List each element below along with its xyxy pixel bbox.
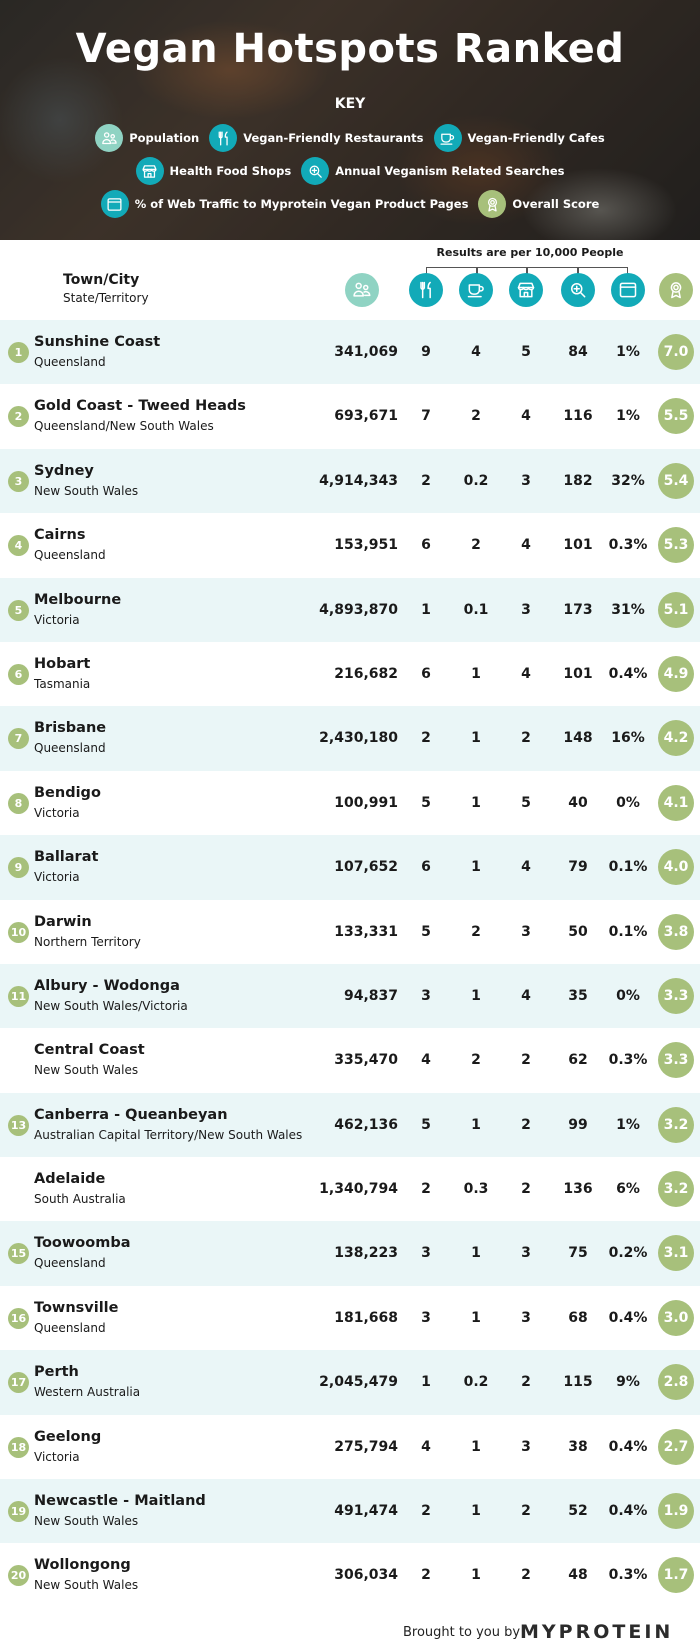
- cafes-value: 2: [471, 537, 481, 554]
- population-value: 94,837: [343, 987, 398, 1004]
- state-name: New South Wales: [34, 483, 139, 498]
- web-traffic-value: 32%: [611, 472, 645, 489]
- population-value: 1,340,794: [319, 1181, 398, 1198]
- searches-value: 101: [563, 537, 593, 554]
- state-name: Queensland: [34, 741, 106, 756]
- column-header-state: State/Territory: [63, 291, 149, 305]
- web-traffic-value: 0.4%: [608, 1503, 648, 1520]
- table-row: [0, 513, 700, 577]
- web-traffic-value: 0.2%: [608, 1245, 648, 1262]
- table-row: [0, 642, 700, 706]
- footer: [0, 1608, 700, 1648]
- rank-badge: 17: [8, 1372, 29, 1393]
- brought-to-you-text: Brought to you by: [403, 1625, 521, 1640]
- web-traffic-value: 0.4%: [608, 1438, 648, 1455]
- table-row: [0, 1157, 700, 1221]
- web-traffic-value: 0%: [616, 794, 640, 811]
- state-name: South Australia: [34, 1192, 126, 1207]
- shops-value: 3: [521, 601, 531, 618]
- shop-icon: [136, 157, 164, 185]
- key-row-1: [0, 124, 700, 152]
- city-name: Perth: [34, 1364, 79, 1381]
- state-name: Queensland: [34, 548, 106, 563]
- city-name: Canberra - Queanbeyan: [34, 1106, 228, 1123]
- restaurants-value: 6: [421, 859, 431, 876]
- table-row: [0, 771, 700, 835]
- restaurants-value: 3: [421, 1245, 431, 1262]
- city-name: Toowoomba: [34, 1235, 131, 1252]
- shops-value: 2: [521, 1374, 531, 1391]
- shops-value: 5: [521, 344, 531, 360]
- restaurants-value: 9: [421, 344, 431, 360]
- key-text-cafes: Vegan-Friendly Cafes: [467, 131, 605, 145]
- cafes-value: 1: [471, 1309, 481, 1326]
- rank-badge: 15: [8, 1243, 29, 1264]
- web-traffic-value: 16%: [611, 730, 645, 747]
- shops-value: 2: [521, 730, 531, 747]
- cafes-value: 1: [471, 1567, 481, 1584]
- rank-badge: 3: [8, 471, 29, 492]
- overall-score-badge: 4.0: [658, 849, 694, 885]
- rank-badge: 13: [8, 1115, 29, 1136]
- cafes-value: 1: [471, 794, 481, 811]
- rank-badge: 6: [8, 664, 29, 685]
- web-traffic-value: 0.4%: [608, 665, 648, 682]
- city-name: Adelaide: [34, 1171, 106, 1188]
- shops-value: 2: [521, 1181, 531, 1198]
- key-item-restaurants: [209, 124, 423, 152]
- population-value: 138,223: [334, 1245, 398, 1262]
- key-label: KEY: [334, 96, 366, 112]
- city-name: Albury - Wodonga: [34, 977, 180, 994]
- search-icon: [301, 157, 329, 185]
- rank-badge: 9: [8, 857, 29, 878]
- population-value: 216,682: [334, 665, 398, 682]
- restaurants-value: 5: [421, 923, 431, 940]
- restaurants-value: 7: [421, 408, 431, 425]
- restaurants-value: 4: [421, 1438, 431, 1455]
- restaurants-value: 2: [421, 472, 431, 489]
- key-item-shops: [136, 157, 292, 185]
- overall-score-badge: 1.7: [658, 1557, 694, 1593]
- city-name: Hobart: [34, 655, 91, 672]
- rank-badge: 10: [8, 922, 29, 943]
- searches-value: 48: [568, 1567, 588, 1584]
- restaurants-value: 2: [421, 730, 431, 747]
- people-icon: [345, 273, 379, 307]
- cutlery-icon: [209, 124, 237, 152]
- shops-value: 5: [521, 794, 531, 811]
- overall-score-badge: 3.0: [658, 1300, 694, 1336]
- rank-badge: 8: [8, 793, 29, 814]
- rank-badge: 11: [8, 986, 29, 1007]
- state-name: New South Wales: [34, 1063, 139, 1078]
- key-row-2: [0, 157, 700, 185]
- searches-value: 52: [568, 1503, 588, 1520]
- web-traffic-value: 0.3%: [608, 1567, 648, 1584]
- restaurants-value: 5: [421, 1116, 431, 1133]
- searches-value: 182: [563, 472, 593, 489]
- table-row: [0, 1286, 700, 1350]
- coffee-cup-icon: [459, 273, 493, 307]
- shops-value: 3: [521, 1438, 531, 1455]
- population-value: 107,652: [334, 859, 398, 876]
- population-value: 2,045,479: [319, 1374, 398, 1391]
- searches-value: 84: [568, 344, 588, 360]
- overall-score-badge: 3.1: [658, 1235, 694, 1271]
- city-name: Wollongong: [34, 1557, 131, 1574]
- overall-score-badge: 7.0: [658, 334, 694, 370]
- search-icon: [561, 273, 595, 307]
- coffee-cup-icon: [434, 124, 462, 152]
- cafes-value: 1: [471, 1503, 481, 1520]
- cafes-value: 0.2: [463, 472, 489, 489]
- table-row: [0, 1028, 700, 1092]
- restaurants-value: 2: [421, 1181, 431, 1198]
- searches-value: 40: [568, 794, 588, 811]
- table-row: [0, 449, 700, 513]
- shops-value: 4: [521, 408, 531, 425]
- web-traffic-value: 1%: [616, 344, 640, 360]
- cutlery-icon: [409, 273, 443, 307]
- web-traffic-value: 1%: [616, 1116, 640, 1133]
- city-name: Ballarat: [34, 849, 99, 866]
- cafes-value: 1: [471, 1438, 481, 1455]
- population-value: 341,069: [334, 344, 398, 360]
- table-row: [0, 384, 700, 448]
- state-name: New South Wales/Victoria: [34, 998, 188, 1013]
- shops-value: 2: [521, 1052, 531, 1069]
- searches-value: 115: [563, 1374, 593, 1391]
- population-value: 181,668: [334, 1309, 398, 1326]
- restaurants-value: 6: [421, 665, 431, 682]
- state-name: Victoria: [34, 1449, 80, 1464]
- rank-badge: 4: [8, 535, 29, 556]
- population-value: 2,430,180: [319, 730, 398, 747]
- shops-value: 3: [521, 1245, 531, 1262]
- state-name: Australian Capital Territory/New South Wales: [34, 1127, 303, 1142]
- searches-value: 68: [568, 1309, 588, 1326]
- column-headers: [0, 240, 700, 320]
- key-row-3: [0, 190, 700, 218]
- rank-badge: 16: [8, 1308, 29, 1329]
- restaurants-value: 4: [421, 1052, 431, 1069]
- key-text-restaurants: Vegan-Friendly Restaurants: [243, 131, 424, 145]
- city-name: Sydney: [34, 462, 94, 479]
- table-row: [0, 706, 700, 770]
- rank-badge: 20: [8, 1565, 29, 1586]
- state-name: Queensland: [34, 1256, 106, 1271]
- table-row: [0, 835, 700, 899]
- shops-value: 2: [521, 1503, 531, 1520]
- population-value: 153,951: [334, 537, 398, 554]
- state-name: Western Australia: [34, 1385, 141, 1400]
- key-item-score: [478, 190, 599, 218]
- state-name: Victoria: [34, 612, 80, 627]
- searches-value: 75: [568, 1245, 588, 1262]
- cafes-value: 1: [471, 1116, 481, 1133]
- shops-value: 4: [521, 537, 531, 554]
- rank-badge: 5: [8, 600, 29, 621]
- searches-value: 116: [563, 408, 593, 425]
- key-text-population: Population: [129, 131, 200, 145]
- cafes-value: 0.2: [463, 1374, 489, 1391]
- searches-value: 38: [568, 1438, 588, 1455]
- population-value: 306,034: [334, 1567, 398, 1584]
- population-value: 275,794: [334, 1438, 398, 1455]
- city-name: Newcastle - Maitland: [34, 1493, 206, 1510]
- restaurants-value: 2: [421, 1567, 431, 1584]
- shops-value: 4: [521, 859, 531, 876]
- cafes-value: 1: [471, 665, 481, 682]
- myprotein-logo: MYPROTEIN: [520, 1621, 674, 1643]
- cafes-value: 1: [471, 730, 481, 747]
- cafes-value: 1: [471, 1245, 481, 1262]
- city-name: Bendigo: [34, 784, 101, 801]
- restaurants-value: 5: [421, 794, 431, 811]
- web-traffic-value: 0.1%: [608, 923, 648, 940]
- table-row: [0, 1543, 700, 1607]
- key-item-population: [95, 124, 199, 152]
- restaurants-value: 6: [421, 537, 431, 554]
- shops-value: 4: [521, 987, 531, 1004]
- overall-score-badge: 5.4: [658, 463, 694, 499]
- table-row: [0, 1221, 700, 1285]
- header-banner: [0, 0, 700, 240]
- overall-score-badge: 4.9: [658, 656, 694, 692]
- restaurants-value: 3: [421, 1309, 431, 1326]
- cafes-value: 2: [471, 408, 481, 425]
- award-ribbon-icon: [659, 273, 693, 307]
- searches-value: 136: [563, 1181, 593, 1198]
- table-row: [0, 320, 700, 384]
- restaurants-value: 2: [421, 1503, 431, 1520]
- population-value: 462,136: [334, 1116, 398, 1133]
- cafes-value: 4: [471, 344, 481, 360]
- shops-value: 3: [521, 1309, 531, 1326]
- rank-badge: 19: [8, 1501, 29, 1522]
- ranking-table: [0, 320, 700, 1608]
- cafes-value: 1: [471, 859, 481, 876]
- table-row: [0, 1479, 700, 1543]
- searches-value: 79: [568, 859, 588, 876]
- award-ribbon-icon: [478, 190, 506, 218]
- rank-badge: 2: [8, 406, 29, 427]
- searches-value: 35: [568, 987, 588, 1004]
- shops-value: 3: [521, 472, 531, 489]
- searches-value: 99: [568, 1116, 588, 1133]
- population-value: 4,914,343: [319, 472, 398, 489]
- searches-value: 62: [568, 1052, 588, 1069]
- city-name: Gold Coast - Tweed Heads: [34, 398, 246, 415]
- state-name: Queensland/New South Wales: [34, 419, 214, 434]
- restaurants-value: 1: [421, 601, 431, 618]
- per-capita-note: Results are per 10,000 People: [436, 246, 624, 259]
- state-name: Queensland: [34, 1320, 106, 1335]
- overall-score-badge: 3.3: [658, 1042, 694, 1078]
- searches-value: 101: [563, 665, 593, 682]
- web-traffic-value: 0.3%: [608, 1052, 648, 1069]
- state-name: Northern Territory: [34, 934, 141, 949]
- shops-value: 2: [521, 1116, 531, 1133]
- web-traffic-value: 9%: [616, 1374, 640, 1391]
- table-row: [0, 1350, 700, 1414]
- table-row: [0, 900, 700, 964]
- table-row: [0, 578, 700, 642]
- shops-value: 2: [521, 1567, 531, 1584]
- overall-score-badge: 3.2: [658, 1107, 694, 1143]
- searches-value: 148: [563, 730, 593, 747]
- shop-icon: [509, 273, 543, 307]
- web-traffic-value: 31%: [611, 601, 645, 618]
- city-name: Townsville: [34, 1299, 119, 1316]
- web-traffic-value: 0.1%: [608, 859, 648, 876]
- browser-window-icon: [101, 190, 129, 218]
- population-value: 491,474: [334, 1503, 398, 1520]
- overall-score-badge: 5.5: [658, 398, 694, 434]
- city-name: Sunshine Coast: [34, 334, 161, 350]
- rank-badge: 7: [8, 728, 29, 749]
- table-row: [0, 1093, 700, 1157]
- population-value: 100,991: [334, 794, 398, 811]
- state-name: Tasmania: [34, 676, 91, 691]
- rank-badge: 1: [8, 342, 29, 363]
- table-row: [0, 1415, 700, 1479]
- overall-score-badge: 1.9: [658, 1493, 694, 1529]
- city-name: Cairns: [34, 527, 86, 544]
- restaurants-value: 1: [421, 1374, 431, 1391]
- population-value: 133,331: [334, 923, 398, 940]
- cafes-value: 0.1: [463, 601, 489, 618]
- web-traffic-value: 1%: [616, 408, 640, 425]
- overall-score-badge: 2.8: [658, 1364, 694, 1400]
- city-name: Brisbane: [34, 720, 107, 737]
- web-traffic-value: 0.4%: [608, 1309, 648, 1326]
- city-name: Darwin: [34, 913, 92, 930]
- city-name: Melbourne: [34, 591, 122, 608]
- web-traffic-value: 0%: [616, 987, 640, 1004]
- key-item-web: [101, 190, 469, 218]
- overall-score-badge: 2.7: [658, 1429, 694, 1465]
- state-name: New South Wales: [34, 1514, 139, 1529]
- searches-value: 50: [568, 923, 588, 940]
- overall-score-badge: 5.3: [658, 527, 694, 563]
- shops-value: 4: [521, 665, 531, 682]
- key-item-searches: [301, 157, 564, 185]
- population-value: 335,470: [334, 1052, 398, 1069]
- overall-score-badge: 3.2: [658, 1171, 694, 1207]
- population-value: 4,893,870: [319, 601, 398, 618]
- key-item-cafes: [434, 124, 605, 152]
- cafes-value: 1: [471, 987, 481, 1004]
- searches-value: 173: [563, 601, 593, 618]
- web-traffic-value: 0.3%: [608, 537, 648, 554]
- overall-score-badge: 3.3: [658, 978, 694, 1014]
- population-value: 693,671: [334, 408, 398, 425]
- state-name: Queensland: [34, 355, 106, 369]
- overall-score-badge: 4.2: [658, 720, 694, 756]
- restaurants-value: 3: [421, 987, 431, 1004]
- key-text-shops: Health Food Shops: [169, 164, 292, 178]
- overall-score-badge: 3.8: [658, 914, 694, 950]
- rank-badge: 18: [8, 1437, 29, 1458]
- overall-score-badge: 5.1: [658, 592, 694, 628]
- cafes-value: 2: [471, 1052, 481, 1069]
- city-name: Central Coast: [34, 1042, 145, 1059]
- cafes-value: 0.3: [463, 1181, 489, 1198]
- overall-score-badge: 4.1: [658, 785, 694, 821]
- cafes-value: 2: [471, 923, 481, 940]
- column-header-town: Town/City: [63, 272, 140, 288]
- state-name: Victoria: [34, 805, 80, 820]
- people-icon: [95, 124, 123, 152]
- state-name: Victoria: [34, 870, 80, 885]
- table-row: [0, 964, 700, 1028]
- key-text-searches: Annual Veganism Related Searches: [335, 164, 565, 178]
- browser-window-icon: [611, 273, 645, 307]
- shops-value: 3: [521, 923, 531, 940]
- web-traffic-value: 6%: [616, 1181, 640, 1198]
- key-text-score: Overall Score: [512, 197, 600, 211]
- state-name: New South Wales: [34, 1578, 139, 1593]
- city-name: Geelong: [34, 1428, 102, 1445]
- key-text-web: % of Web Traffic to Myprotein Vegan Product Pages: [134, 197, 469, 211]
- page-title: Vegan Hotspots Ranked: [75, 26, 625, 72]
